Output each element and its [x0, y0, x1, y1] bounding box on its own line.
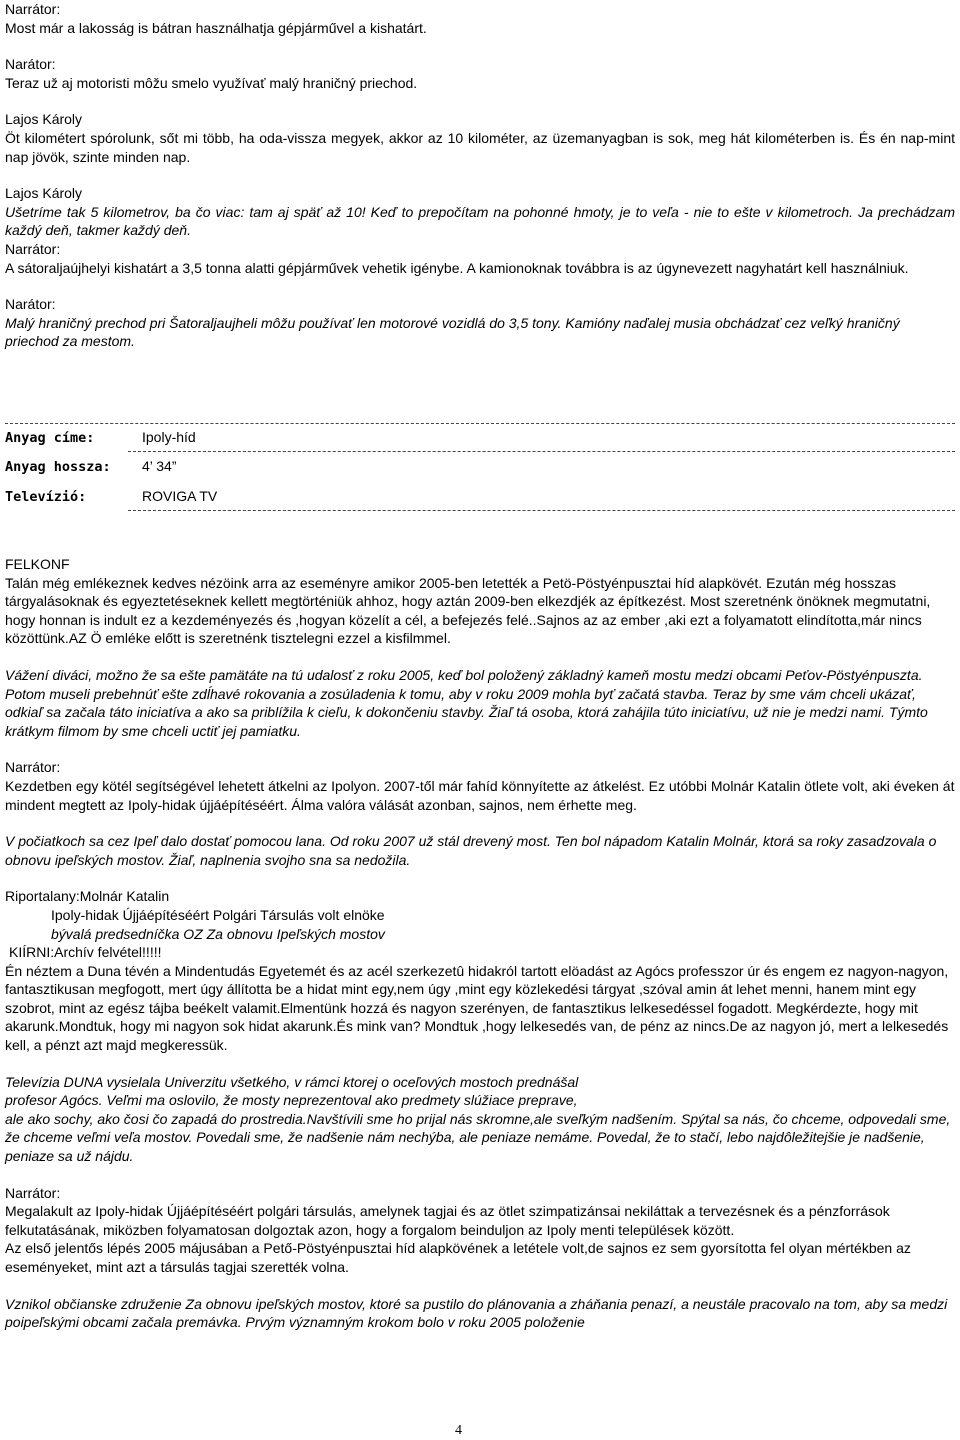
divider — [5, 423, 955, 424]
divider — [128, 451, 955, 452]
archive-note: KIÍRNI:Archív felvétel!!!!! — [9, 944, 162, 961]
title-value: Ipoly-híd — [142, 429, 196, 445]
narration-sk: V počiatkoch sa cez Ipeľ dalo dostať pomocou lana. Od roku 2007 už stál drevený most. Ten bol nápadom Katalin Molnár, ktorá sa roky zasadzovala o obnovu ipeľských mostov. Žiaľ, naplnenia svojho sna sa nedožila. — [5, 833, 937, 868]
narration-text: Most már a lakosság is bátran használhatja gépjárművel a kishatárt. — [5, 19, 427, 36]
speaker-label: Narátor: — [5, 56, 56, 73]
speaker-label: Narrátor: — [5, 1184, 61, 1201]
narration-sk: Vznikol občianske združenie Za obnovu ipeľských mostov, ktoré sa pustilo do plánovania a zháňania penazí, a neustále pracovalo na tom, aby sa medzi poipeľskými obcami začala premávka. Prvým významným krokom bolo v roku 2005 položenie — [5, 1295, 948, 1331]
archive-quote-sk: Televízia DUNA vysielala Univerzitu všetkého, v rámci ktorej o oceľových mostoch prednášal — [5, 1073, 579, 1090]
reporter-title-sk: bývalá predsedníčka OZ Za obnovu Ipeľských mostov — [51, 925, 385, 942]
archive-quote-sk: ale ako sochy, ako čosi čo zapadá do prostredia.Navštívili sme ho prijal nás skromne,ale sveľkým nadšením. Spýtal sa nás, čo chceme, odpovedali sme, že chceme veľmi veľa mostov. Povedali sme, že nadšenie nám nechýba, ale peniaze nemáme. Povedal, že to stačí, lebo najdôležitejšie je nadšenie, peniaze sa už nájdu. — [5, 1110, 951, 1165]
reporter-label: Riportalany:Molnár Katalin — [5, 888, 170, 905]
title-label: Anyag címe: — [5, 430, 95, 446]
felkonf-sk: Vážení diváci, možno že sa ešte pamätáte na tú udalosť z roku 2005, keď bol položený základný kameň mostu medzi obcami Peťov-Pöstyénpuszta. Potom museli prebehnúť ešte zdĺhavé rokovania a zosúladenia k tomu, aby v roku 2009 mohla byť začatá stavba. Teraz by sme vám chceli ukázať, odkiaľ sa začala táto iniciatíva a ako sa priblížila k cieľu, k dokončeniu stavby. Žiaľ tá osoba, ktorá zahájila túto iniciatívu, už nie je medzi nami. Týmto krátkym filmom by sme chceli uctiť jej pamiatku. — [5, 666, 928, 739]
speaker-label: Narátor: — [5, 296, 56, 313]
interview-text-sk: Ušetríme tak 5 kilometrov, ba čo viac: tam aj späť až 10! Keď to prepočítam na pohonné hmoty, je to veľa - nie to ešte v kilometroch. Ja prechádzam každý deň, takmer každý deň. — [5, 203, 955, 239]
tv-value: ROVIGA TV — [142, 488, 218, 504]
narration-text-sk: Malý hraničný prechod pri Šatoraljaujheli môžu používať len motorové vozidlá do 3,5 tony. Kamióny naďalej musia obchádzať cez veľký hraničný priechod za mestom. — [5, 314, 900, 350]
speaker-label: Narrátor: — [5, 1, 61, 17]
length-value: 4’ 34” — [142, 458, 177, 474]
length-label: Anyag hossza: — [5, 459, 111, 475]
speaker-label: Narrátor: — [5, 240, 61, 257]
felkonf-heading: FELKONF — [5, 556, 70, 572]
archive-quote-hu: Én néztem a Duna tévén a Mindentudás Egyetemét és az acél szerkezetû hidakról tartott elöadást az Agócs professzor úr és engem ez nagyon-nagyon, fantasztikusan megfogott, mert úgy állította be a hidat mint egy,nem úgy ,mint egy közlekedési tárgyat ,szóval amin át lehet menni, hanem mint egy szobrot, mint az egész tájba beékelt valamit.Elmentünk hozzá és nagyon szerényen, de fantasztikus lelkesedéssel fogadott. Megkérdezte, hogy mit akarunk.Mondtuk, hogy mi nagyon sok hidat akarunk.És mink van? Mondtuk ,hogy lelkesedés van, de pénz az nincs.De az nagyon jó, mert a lelkesedés kell, a pénzt azt majd megkeressük. — [5, 962, 949, 1054]
material-header — [5, 418, 955, 518]
narration-hu: Kezdetben egy kötél segítségével lehetett átkelni az Ipolyon. 2007-től már fahíd könnyítette az átkelést. Ez utóbbi Molnár Katalin ötlete volt, aki éveken át mindent megtett az Ipoly-hidak újjáépítéséért. Álma valóra válását azonban, sajnos, nem érhette meg. — [5, 777, 955, 813]
narration-hu: Megalakult az Ipoly-hidak Újjáépítéséért polgári társulás, amelynek tagjai és az ötlet szimpatizánsai nekiláttak a tervezésnek és a pénzforrások felkutatásának, miközben folyamatosan dolgoztak azon, hogy a forgalom beinduljon az Ipoly menti települések között. — [5, 1203, 890, 1238]
speaker-label: Lajos Károly — [5, 185, 83, 202]
reporter-title-hu: Ipoly-hidak Újjáépítéséért Polgári Társulás volt elnöke — [51, 906, 385, 923]
narration-text: Teraz už aj motoristi môžu smelo využívať malý hraničný priechod. — [5, 74, 418, 91]
divider — [128, 510, 955, 511]
narration-text: A sátoraljaújhelyi kishatárt a 3,5 tonna alatti gépjárművek vehetik igénybe. A kamionoknak továbbra is az úgynevezett nagyhatárt kell használniuk. — [5, 259, 909, 276]
intro-section — [5, 0, 955, 351]
felkonf-hu: Talán még emlékeznek kedves nézöink arra az eseményre amikor 2005-ben letették a Petö-Pöstyénpusztai híd alapkövét. Ezután még hosszas tárgyalásoknak és egyeztetéseknek kellett megtörténiük ahhoz, hogy aztán 2009-ben elkezdjék az építkezést. Most szeretnénk önöknek megmutatni, hogy honnan is indult ez a kezdeményezés és ,hogyan közelít a cél, a befejezés felé..Sajnos az az ember ,aki ezt a folyamatott elindította,már nincs közöttünk.AZ Ö emléke előtt is szeretnénk tisztelegni ezzel a kisfilmmel. — [5, 574, 931, 647]
main-body — [5, 555, 955, 1332]
speaker-label: Narrátor: — [5, 759, 61, 776]
speaker-label: Lajos Károly — [5, 111, 83, 128]
interview-text: Öt kilométert spórolunk, sőt mi több, ha oda-vissza megyek, akkor az 10 kilométer, az üzemanyagban is sok, meg hát kilométerben is. És én nap-mint nap jövök, szinte minden nap. — [5, 129, 955, 165]
tv-label: Televízió: — [5, 489, 87, 505]
archive-quote-sk: profesor Agócs. Veľmi ma oslovilo, že mosty neprezentoval ako predmety slúžiace preprave, — [5, 1092, 578, 1109]
narration-hu: Az első jelentős lépés 2005 májusában a Pető-Pöstyénpusztai híd alapkövének a letétele volt,de sajnos ez sem gyorsította fel olyan mértékben az eseményeket, mint azt a társulás tagjai szerették volna. — [5, 1240, 911, 1275]
page-number: 4 — [455, 1423, 462, 1438]
